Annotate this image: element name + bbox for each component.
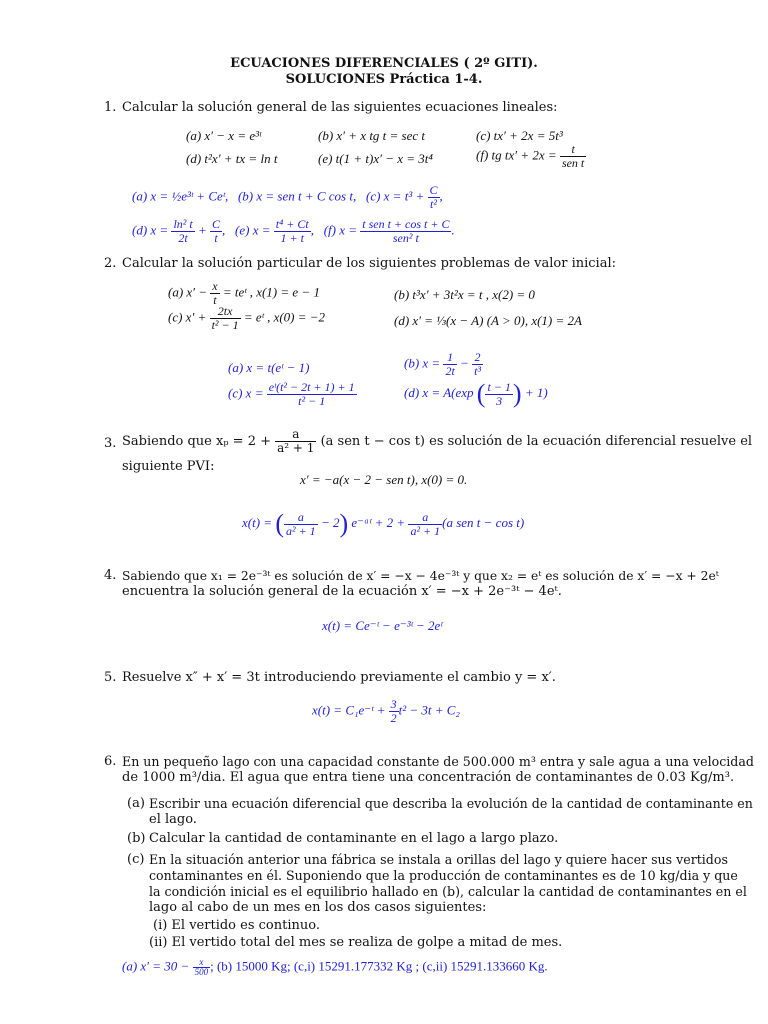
q6-item-a-label: (a) <box>127 796 145 811</box>
document-title: ECUACIONES DIFERENCIALES ( 2º GITI). <box>230 56 538 71</box>
q6-subitem-ii: (ii) El vertido total del mes se realiza de golpe a mitad de mes. <box>149 935 563 950</box>
q1-eq-f: (f) tg tx′ + 2x = $\frac{t}{\text{sen t}}$ <box>476 142 585 170</box>
q6-item-b-line-1: Calcular la cantidad de contaminante en el lago a largo plazo. <box>149 831 559 846</box>
q5-solution: x(t) = C₁e⁻ᵗ + $\frac{3}{2}$ t² − 3t + C₂ <box>312 697 460 725</box>
q6-item-b-label: (b) <box>127 831 146 846</box>
question-6-text-1: En un pequeño lago con una capacidad constante de 500.000 m³ entra y sale agua a una velocidad <box>122 754 754 769</box>
q6-solution: (a) x′ = 30 − $\frac{x}{500}$ ; (b) 15000 Kg; (c,i) 15291.177332 Kg ; (c,ii) 15291.133660 Kg. <box>122 957 548 977</box>
q2-sol-d: (d) x = A(exp ( $\frac{t - 1}{3}$ ) + 1) <box>404 379 548 408</box>
q6-item-a-line-2: el lago. <box>149 812 197 827</box>
q6-item-c-label: (c) <box>127 852 145 867</box>
q1-eq-a: (a) x′ − x = e³ᵗ <box>186 128 262 143</box>
document-subtitle: SOLUCIONES Práctica 1-4. <box>285 72 483 87</box>
q2-eq-d: (d) x′ = ⅓(x − A) (A > 0), x(1) = 2A <box>394 313 582 328</box>
q2-eq-c: (c) x′ + $\frac{2tx}{\text{t² − 1}}$ = eᵗ , x(0) = −2 <box>168 304 326 332</box>
question-5-number: 5. <box>104 670 117 685</box>
q2-eq-b: (b) t³x′ + 3t²x = t , x(2) = 0 <box>394 287 535 302</box>
q2-eq-a: (a) x′ − $\frac{x}{t}$ = teᵗ , x(1) = e − 1 <box>168 279 320 307</box>
question-4-text-2: encuentra la solución general de la ecuación x′ = −x + 2e⁻³ᵗ − 4eᵗ. <box>122 584 562 599</box>
q3-solution: x(t) = ( $\frac{a}{\text{a² + 1}}$ − 2) e⁻ᵃᵗ + 2 + $\frac{a}{\text{a² + 1}}$ (a sen t − cos t) <box>242 509 525 538</box>
question-3-text: Sabiendo que xₚ = 2 + $\frac{a}{\text{a² + 1}}$ (a sen t − cos t) es solución de la ecuación diferencial resuelve el <box>122 427 753 455</box>
q6-item-c-line-1: En la situación anterior una fábrica se instala a orillas del lago y quiere hacer sus vertidos <box>149 852 728 867</box>
question-6-text-2: de 1000 m³/dia. El agua que entra tiene una concentración de contaminantes de 0.03 Kg/m³. <box>122 770 735 785</box>
q1-solution-line-2: (d) x = $\frac{\text{ln² t}}{2t}$ + $\frac{C}{t}$ , (e) x = $\frac{\text{t⁴ + Ct}}{1 + t}$ , (f) x = $\frac{\text{t sen t + cos t + C}}{\text{sen² t}}$ . <box>132 217 455 245</box>
question-1-number: 1. <box>104 100 117 115</box>
q2-sol-c: (c) x = $\frac{\text{eᵗ(t² − 2t + 1) + 1}}{\text{t² − 1}}$ <box>228 380 355 408</box>
q6-item-c-line-2: contaminantes en él. Suponiendo que la producción de contaminantes es de 10 kg/dia y que <box>149 868 738 883</box>
question-2-number: 2. <box>104 256 117 271</box>
q1-eq-b: (b) x′ + x tg t = sec t <box>318 128 426 143</box>
q2-sol-b: (b) x = $\frac{1}{2t}$ − $\frac{2}{\text{t³}}$ <box>404 350 482 378</box>
question-3-number: 3. <box>104 436 117 451</box>
question-6-number: 6. <box>104 754 117 769</box>
q6-item-c-line-3: la condición inicial es el equilibrio hallado en (b), calcular la cantidad de contaminantes en el <box>149 884 747 899</box>
question-4-number: 4. <box>104 568 117 583</box>
question-4-text-1: Sabiendo que x₁ = 2e⁻³ᵗ es solución de x′ = −x − 4e⁻³ᵗ y que x₂ = eᵗ es solución de x′ = −x + 2eᵗ <box>122 569 719 583</box>
q1-solution-line-1: (a) x = ½e³ᵗ + Ceᵗ, (b) x = sen t + C cos t, (c) x = t³ + $\frac{C}{\text{t²}}$ , <box>132 183 443 211</box>
q6-item-a-line-1: Escribir una ecuación diferencial que describa la evolución de la cantidad de contaminante en <box>149 796 753 811</box>
q6-subitem-i: (i) El vertido es continuo. <box>153 918 320 933</box>
q2-sol-a: (a) x = t(eᵗ − 1) <box>228 360 310 375</box>
q1-eq-c: (c) tx′ + 2x = 5t³ <box>476 128 563 143</box>
q1-eq-d: (d) t²x′ + tx = ln t <box>186 151 278 166</box>
question-3-text-cont: siguiente PVI: <box>122 459 215 474</box>
question-1-text: Calcular la solución general de las siguientes ecuaciones lineales: <box>122 100 558 115</box>
q4-solution: x(t) = Ce⁻ᵗ − e⁻³ᵗ − 2eᵗ <box>322 618 443 633</box>
question-2-text: Calcular la solución particular de los siguientes problemas de valor inicial: <box>122 256 616 271</box>
question-5-text: Resuelve x″ + x′ = 3t introduciendo previamente el cambio y = x′. <box>122 670 556 685</box>
q6-item-c-line-4: lago al cabo de un mes en los dos casos siguientes: <box>149 900 487 915</box>
q1-eq-e: (e) t(1 + t)x′ − x = 3t⁴ <box>318 151 433 166</box>
q3-pvi: x′ = −a(x − 2 − sen t), x(0) = 0. <box>300 472 468 487</box>
